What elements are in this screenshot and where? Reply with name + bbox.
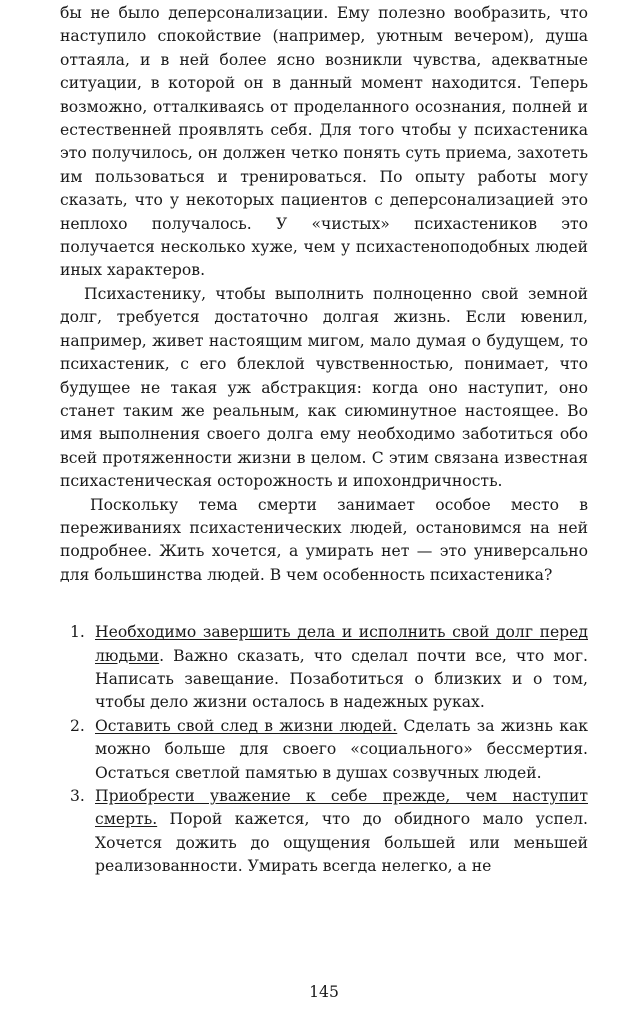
list-item bbox=[60, 785, 588, 879]
paragraph-3: Поскольку тема смерти занимает особое место в переживаниях психастенических людей, остановимся на ней подробнее. Жить хочется, а умирать нет — это универсально для большинства людей. В чем особенность психастеника? bbox=[60, 495, 588, 584]
paragraph-2: Психастенику, чтобы выполнить полноценно свой земной долг, требуется достаточно долгая жизнь. Если ювенил, например, живет настоящим мигом, мало думая о будущем, то психастеник, с его блеклой чувственностью, понимает, что будущее не такая уж абстракция: когда оно наступит, оно станет таким же реальным, как сиюминутное настоящее. Во имя выполнения своего долга ему необходимо заботиться обо всей протяженности жизни в целом. С этим связана известная психастеническая осторожность и ипохондричность. bbox=[60, 284, 588, 491]
numbered-list bbox=[60, 621, 588, 878]
list-item-number: 2. bbox=[70, 716, 85, 735]
book-page bbox=[60, 0, 588, 1010]
list-item-underlined-text: Необходимо завершить дела и исполнить свой долг перед людьми bbox=[95, 623, 588, 665]
list-item-text: Сделать за жизнь как можно больше для своего «социального» бессмертия. Остаться светлой памятью в душах созвучных людей. bbox=[95, 716, 588, 782]
list-item bbox=[60, 621, 588, 715]
list-item bbox=[60, 715, 588, 785]
list-item-number: 1. bbox=[70, 623, 85, 642]
list-item-underlined-text: Приобрести уважение к себе прежде, чем наступит смерть. bbox=[95, 787, 588, 829]
list-item-number: 3. bbox=[70, 787, 85, 805]
list-item-text: Порой кажется, что до обидного мало успел. Хочется дожить до ощущения большей или меньшей реализованности. Умирать всегда нелегко, а не bbox=[95, 810, 588, 876]
list-item-underlined-text: Оставить свой след в жизни людей. bbox=[95, 716, 398, 735]
list-item-text: . Важно сказать, что сделал почти все, что мог. Написать завещание. Позаботиться о близких и о том, чтобы дело жизни осталось в надежных руках. bbox=[95, 646, 588, 712]
paragraph-1: бы не было деперсонализации. Ему полезно вообразить, что наступило спокойствие (например, уютным вечером), душа оттаяла, и в ней более ясно возникли чувства, адекватные ситуации, в которой он в данный момент находится. Теперь возможно, отталкиваясь от проделанного осознания, полней и естественней проявлять себя. Для того чтобы у психастеника это получилось, он должен четко понять суть приема, захотеть им пользоваться и тренироваться. По опыту работы могу сказать, что у некоторых пациентов с деперсонализацией это неплохо получалось. У «чистых» психастеников это получается несколько хуже, чем у психастеноподобных людей иных характеров. bbox=[60, 4, 588, 280]
page-number: 145 bbox=[309, 983, 339, 1001]
